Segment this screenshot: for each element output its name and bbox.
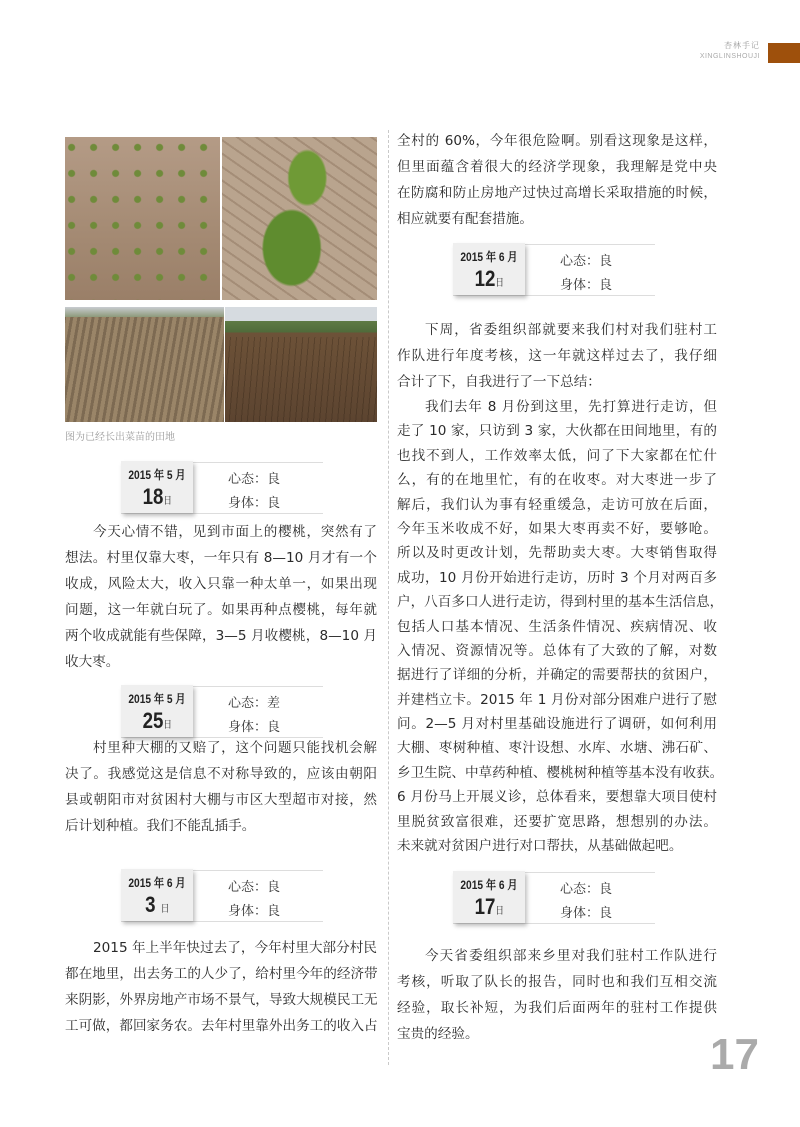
text-line: 决了。我感觉这是信息不对称导致的，应该由朝阳 [65, 766, 377, 782]
text-line: 都在地里，出去务工的人少了，给村里今年的经济带 [65, 966, 378, 982]
column-divider [388, 130, 389, 1065]
text-line: 所以及时更改计划，先帮助卖大枣。大枣销售取得 [397, 545, 717, 562]
photo-plowed-field [65, 307, 224, 422]
section-title: 杏林手记 [724, 41, 760, 50]
text-line: 两个收成就能有些保障，3—5 月收樱桃，8—10 月 [65, 628, 377, 644]
text-line: 考核，听取了队长的报告，同时也和我们互相交流 [397, 974, 717, 990]
text-line: 也找不到人，工作效率太低，问了下大家都在忙什 [397, 447, 717, 464]
text-line: 户，八百多口人进行走访，得到村里的基本生活信息， [397, 594, 724, 611]
body-paragraph [65, 519, 377, 675]
entry-month: 2015 年 5 月 [128, 468, 186, 482]
text-line: 解后，我们认为事有轻重缓急，走访可放在后面， [397, 496, 717, 513]
entry-day: 12日 [474, 266, 504, 291]
diary-entry-header [121, 462, 323, 514]
date-box [121, 685, 193, 737]
text-line: 6 月份马上开展义诊，总体看来，要想靠大项目使村 [397, 789, 717, 806]
text-line: 大棚、枣树种植、枣汁设想、水库、水塘、沸石矿、 [397, 740, 717, 757]
section-title-pinyin: XINGLINSHOUJI [699, 53, 760, 60]
text-line: 全村的 60%，今年很危险啊。别看这现象是这样， [397, 133, 717, 149]
mood-status: 心态：良 [228, 472, 281, 487]
text-line: 我们去年 8 月份到这里，先打算进行走访，但 [425, 399, 717, 415]
entry-day: 25日 [142, 708, 172, 733]
text-line: 收大枣。 [65, 654, 120, 670]
text-line: 收成，风险太大，收入只靠一种太单一，如果出现 [65, 576, 377, 592]
text-line: 2015 年上半年快过去了，今年村里大部分村民 [93, 940, 377, 956]
body-paragraph [397, 317, 717, 395]
text-line: 据进行了详细的分析，并确定的需要帮扶的贫困户， [397, 667, 717, 684]
text-line: 乡卫生院、中草药种植、樱桃树种植等基本没有收获。 [397, 764, 724, 781]
photo-field-landscape [225, 307, 377, 422]
body-paragraph [65, 935, 377, 1039]
text-line: 宝贵的经验。 [397, 1026, 479, 1042]
date-box [121, 869, 193, 921]
diary-entry-header [121, 686, 323, 738]
text-line: 下周，省委组织部就要来我们村对我们驻村工 [425, 322, 717, 338]
entry-month: 2015 年 6 月 [460, 250, 518, 264]
entry-day: 3 日 [144, 892, 170, 917]
text-line: 相应就要有配套措施。 [397, 211, 533, 227]
date-box [453, 243, 525, 295]
text-line: 问题，这一年就白玩了。如果再种点樱桃，每年就 [65, 602, 377, 618]
text-line: 合计了下，自我进行了一下总结： [397, 374, 601, 390]
text-line: 入情况、资源情况等。总体有了大致的了解，对数 [397, 642, 717, 659]
text-line: 么，有的在地里忙，有的在收枣。对大枣进一步了 [397, 472, 717, 489]
page-number: 17 [710, 1030, 759, 1079]
text-line: 经验，取长补短，为我们后面两年的驻村工作提供 [397, 1000, 717, 1016]
body-paragraph [397, 128, 717, 232]
text-line: 今年玉米收成不好，如果大枣再卖不好，要够呛。 [397, 520, 717, 537]
mood-status: 心态：良 [228, 880, 281, 895]
text-line: 今天心情不错，见到市面上的樱桃，突然有了 [93, 524, 377, 540]
body-paragraph [65, 735, 377, 839]
section-color-tab [768, 43, 800, 63]
date-box [453, 871, 525, 923]
text-line: 县或朝阳市对贫困村大棚与市区大型超市对接，然 [65, 792, 377, 808]
text-line: 工可做，都回家务农。去年村里靠外出务工的收入占 [65, 1018, 378, 1034]
text-line: 走了 10 家，只访到 3 家，大伙都在田间地里，有的 [397, 423, 717, 440]
diary-entry-header [121, 870, 323, 922]
health-status: 身体：良 [228, 496, 281, 511]
entry-month: 2015 年 6 月 [460, 878, 518, 892]
diary-entry-header [453, 872, 655, 924]
photo-caption: 图为已经长出菜苗的田地 [65, 432, 175, 443]
entry-day: 17日 [474, 894, 504, 919]
photo-seedling-closeup [222, 137, 377, 300]
diary-entry-header [453, 244, 655, 296]
text-line: 未来就对贫困户进行对口帮扶，从基础做起吧。 [397, 838, 683, 855]
health-status: 身体：良 [560, 278, 613, 293]
text-line: 包括人口基本情况、生活条件情况、疾病情况、收 [397, 618, 717, 635]
text-line: 今天省委组织部来乡里对我们驻村工作队进行 [425, 948, 717, 964]
mood-status: 心态：差 [228, 696, 281, 711]
text-line: 并建档立卡。2015 年 1 月份对部分困难户进行了慰 [397, 691, 717, 708]
health-status: 身体：良 [228, 904, 281, 919]
health-status: 身体：良 [560, 906, 613, 921]
text-line: 作队进行年度考核，这一年就这样过去了，我仔细 [397, 348, 717, 364]
text-line: 但里面蕴含着很大的经济学现象，我理解是党中央 [397, 159, 717, 175]
entry-day: 18日 [142, 484, 172, 509]
mood-status: 心态：良 [560, 254, 613, 269]
body-paragraph [397, 395, 724, 858]
text-line: 村里种大棚的又赔了，这个问题只能找机会解 [93, 740, 377, 756]
text-line: 成功，10 月份开始进行走访，历时 3 个月对两百多 [397, 569, 717, 586]
text-line: 想法。村里仅靠大枣，一年只有 8—10 月才有一个 [65, 550, 377, 566]
health-status: 身体：良 [228, 720, 281, 735]
text-line: 问。2—5 月对村里基础设施进行了调研，如何利用 [397, 716, 717, 733]
body-paragraph [397, 943, 717, 1047]
text-line: 来阴影，外界房地产市场不景气，导致大规模民工无 [65, 992, 378, 1008]
mood-status: 心态：良 [560, 882, 613, 897]
text-line: 在防腐和防止房地产过快过高增长采取措施的时候， [397, 185, 717, 201]
entry-month: 2015 年 5 月 [128, 692, 186, 706]
text-line: 里脱贫致富很难，还要扩宽思路，想想别的办法。 [397, 813, 717, 830]
date-box [121, 461, 193, 513]
text-line: 后计划种植。我们不能乱插手。 [65, 818, 256, 834]
photo-field-seedlings [65, 137, 220, 300]
entry-month: 2015 年 6 月 [128, 876, 186, 890]
